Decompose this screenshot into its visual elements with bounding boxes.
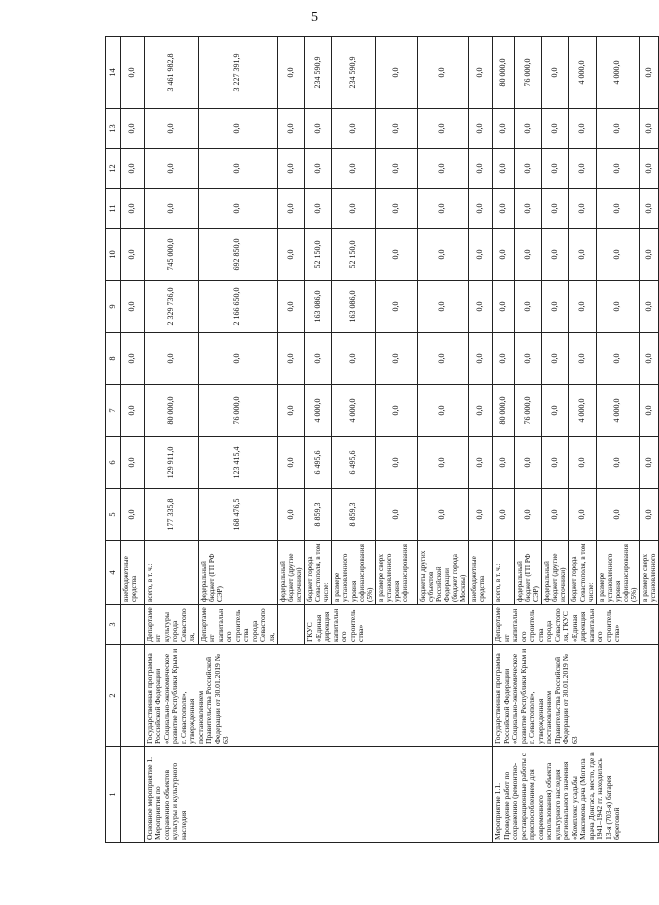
value-cell: 0,0 <box>469 437 493 489</box>
value-cell: 0,0 <box>596 229 639 281</box>
value-cell: 80 000,0 <box>493 37 515 109</box>
header-cell: 11 <box>106 189 121 229</box>
header-cell: 9 <box>106 281 121 333</box>
value-cell: 0,0 <box>596 333 639 385</box>
value-cell: 0,0 <box>639 385 658 437</box>
executor-cell: Департамент капитального строительства города Севастополя, <box>198 605 278 645</box>
funding-source-cell: бюджет города Севастополя, в том числе: <box>569 541 596 605</box>
value-cell: 4 000,0 <box>569 37 596 109</box>
value-cell: 0,0 <box>493 149 515 189</box>
value-cell: 0,0 <box>569 489 596 541</box>
funding-source-cell: в размере сверх установленного уровня софинансирования <box>375 541 417 605</box>
value-cell: 0,0 <box>639 437 658 489</box>
value-cell: 0,0 <box>375 281 417 333</box>
value-cell: 52 150,0 <box>305 229 332 281</box>
value-cell: 76 000,0 <box>515 37 542 109</box>
value-cell: 0,0 <box>417 281 468 333</box>
value-cell: 0,0 <box>469 149 493 189</box>
value-cell: 163 086,0 <box>332 281 375 333</box>
value-cell: 0,0 <box>596 109 639 149</box>
value-cell: 0,0 <box>469 333 493 385</box>
value-cell: 0,0 <box>120 37 144 109</box>
value-cell: 0,0 <box>542 37 569 109</box>
funding-source-cell: всего, в т. ч.: <box>144 541 198 605</box>
value-cell: 0,0 <box>639 333 658 385</box>
value-cell: 0,0 <box>375 229 417 281</box>
header-cell: 8 <box>106 333 121 385</box>
value-cell: 6 495,6 <box>305 437 332 489</box>
value-cell: 4 000,0 <box>596 385 639 437</box>
value-cell: 0,0 <box>515 437 542 489</box>
value-cell: 3 461 982,8 <box>144 37 198 109</box>
value-cell: 0,0 <box>596 189 639 229</box>
value-cell: 0,0 <box>542 489 569 541</box>
table-row <box>493 37 515 843</box>
value-cell: 0,0 <box>375 189 417 229</box>
prev-activity-cell <box>120 747 144 843</box>
value-cell: 0,0 <box>542 385 569 437</box>
value-cell: 0,0 <box>144 189 198 229</box>
value-cell: 0,0 <box>569 281 596 333</box>
value-cell: 0,0 <box>515 489 542 541</box>
executor-cell: Департамент культуры города Севастополя, <box>144 605 198 645</box>
value-cell: 0,0 <box>542 109 569 149</box>
value-cell: 0,0 <box>417 385 468 437</box>
value-cell: 0,0 <box>639 109 658 149</box>
value-cell: 0,0 <box>120 333 144 385</box>
value-cell: 0,0 <box>569 109 596 149</box>
header-cell: 2 <box>106 645 121 747</box>
value-cell: 0,0 <box>639 37 658 109</box>
header-cell: 4 <box>106 541 121 605</box>
funding-source-cell: федеральный бюджет (другие источники) <box>278 541 305 605</box>
value-cell: 0,0 <box>596 149 639 189</box>
value-cell: 0,0 <box>375 489 417 541</box>
value-cell: 0,0 <box>144 333 198 385</box>
executor-cell: ГКУС «Единая дирекция капитального строительства» <box>305 605 493 645</box>
budget-table <box>105 36 659 843</box>
value-cell: 129 911,0 <box>144 437 198 489</box>
funding-source-cell: всего, в т. ч.: <box>493 541 515 605</box>
value-cell: 0,0 <box>120 229 144 281</box>
value-cell: 4 000,0 <box>569 385 596 437</box>
value-cell: 76 000,0 <box>515 385 542 437</box>
value-cell: 692 850,0 <box>198 229 278 281</box>
value-cell: 0,0 <box>332 333 375 385</box>
value-cell: 0,0 <box>493 489 515 541</box>
value-cell: 0,0 <box>515 281 542 333</box>
value-cell: 0,0 <box>278 109 305 149</box>
value-cell: 0,0 <box>120 189 144 229</box>
value-cell: 0,0 <box>493 281 515 333</box>
value-cell: 0,0 <box>120 149 144 189</box>
table-row <box>120 37 144 843</box>
program-name-cell: Государственная программа Российской Федерации «Социально-экономическое развитие Республики Крым и г. Севастополя», утвержденная постановлением Правительства Российской Федерации от 30.01.2019 № 63 <box>493 645 659 747</box>
value-cell: 0,0 <box>515 229 542 281</box>
header-cell: 10 <box>106 229 121 281</box>
value-cell: 177 335,8 <box>144 489 198 541</box>
value-cell: 0,0 <box>417 149 468 189</box>
value-cell: 0,0 <box>542 189 569 229</box>
value-cell: 0,0 <box>120 385 144 437</box>
value-cell: 0,0 <box>542 333 569 385</box>
header-cell: 12 <box>106 149 121 189</box>
value-cell: 4 000,0 <box>332 385 375 437</box>
value-cell: 0,0 <box>569 189 596 229</box>
value-cell: 8 859,3 <box>305 489 332 541</box>
value-cell: 0,0 <box>375 437 417 489</box>
value-cell: 0,0 <box>515 189 542 229</box>
value-cell: 0,0 <box>469 229 493 281</box>
value-cell: 0,0 <box>493 189 515 229</box>
value-cell: 0,0 <box>417 229 468 281</box>
value-cell: 0,0 <box>375 149 417 189</box>
value-cell: 76 000,0 <box>198 385 278 437</box>
prev-executor-cell <box>120 605 144 645</box>
executor-cell-empty <box>278 605 305 645</box>
value-cell: 80 000,0 <box>144 385 198 437</box>
executor-cell: Департамент капитального строительства города Севастополя, ГКУС «Единая дирекция капитального строительства» <box>493 605 659 645</box>
value-cell: 0,0 <box>493 109 515 149</box>
value-cell: 123 415,4 <box>198 437 278 489</box>
value-cell: 0,0 <box>515 333 542 385</box>
value-cell: 0,0 <box>120 109 144 149</box>
value-cell: 0,0 <box>278 281 305 333</box>
header-cell: 14 <box>106 37 121 109</box>
value-cell: 0,0 <box>469 109 493 149</box>
value-cell: 3 227 391,9 <box>198 37 278 109</box>
value-cell: 0,0 <box>542 437 569 489</box>
value-cell: 0,0 <box>198 333 278 385</box>
value-cell: 0,0 <box>417 37 468 109</box>
activity-name-cell: Основное мероприятие 1. Мероприятия по сохранению объектов культуры и культурного наследия <box>144 747 493 843</box>
value-cell: 0,0 <box>144 149 198 189</box>
value-cell: 0,0 <box>120 281 144 333</box>
value-cell: 0,0 <box>493 437 515 489</box>
value-cell: 0,0 <box>469 385 493 437</box>
value-cell: 0,0 <box>417 333 468 385</box>
value-cell: 0,0 <box>120 437 144 489</box>
value-cell: 0,0 <box>278 189 305 229</box>
value-cell: 0,0 <box>542 281 569 333</box>
value-cell: 0,0 <box>332 109 375 149</box>
value-cell: 0,0 <box>542 149 569 189</box>
value-cell: 0,0 <box>278 385 305 437</box>
value-cell: 0,0 <box>596 437 639 489</box>
value-cell: 0,0 <box>375 333 417 385</box>
value-cell: 0,0 <box>596 489 639 541</box>
funding-source-cell: федеральный бюджет (другие источники) <box>542 541 569 605</box>
value-cell: 0,0 <box>469 189 493 229</box>
value-cell: 0,0 <box>144 109 198 149</box>
rotated-budget-table <box>105 37 658 843</box>
value-cell: 0,0 <box>278 333 305 385</box>
value-cell: 6 495,6 <box>332 437 375 489</box>
funding-source-cell: федеральный бюджет (ГП РФ СЭР) <box>198 541 278 605</box>
funding-source-cell: в размере сверх установленного <box>639 541 658 605</box>
value-cell: 0,0 <box>305 189 332 229</box>
funding-source-cell: в размере установленного уровня софинансирования (5%) <box>332 541 375 605</box>
value-cell: 0,0 <box>469 37 493 109</box>
value-cell: 0,0 <box>278 149 305 189</box>
value-cell: 0,0 <box>120 489 144 541</box>
table-row <box>144 37 198 843</box>
program-name-cell: Государственная программа Российской Федерации «Социально-экономическое развитие Республики Крым и г. Севастополя», утвержденная постановлением Правительства Российской Федерации от 30.01.2019 № 63 <box>144 645 493 747</box>
value-cell: 0,0 <box>639 281 658 333</box>
value-cell: 0,0 <box>639 189 658 229</box>
value-cell: 0,0 <box>375 37 417 109</box>
value-cell: 2 166 650,0 <box>198 281 278 333</box>
value-cell: 4 000,0 <box>596 37 639 109</box>
value-cell: 0,0 <box>305 109 332 149</box>
header-cell: 5 <box>106 489 121 541</box>
value-cell: 0,0 <box>278 229 305 281</box>
value-cell: 0,0 <box>198 149 278 189</box>
value-cell: 0,0 <box>332 149 375 189</box>
funding-source-cell: внебюджетные средства <box>469 541 493 605</box>
header-cell: 7 <box>106 385 121 437</box>
value-cell: 0,0 <box>515 149 542 189</box>
prev-program-cell <box>120 645 144 747</box>
value-cell: 0,0 <box>569 229 596 281</box>
value-cell: 0,0 <box>469 281 493 333</box>
value-cell: 0,0 <box>542 229 569 281</box>
value-cell: 0,0 <box>332 189 375 229</box>
value-cell: 0,0 <box>375 109 417 149</box>
value-cell: 0,0 <box>569 333 596 385</box>
value-cell: 0,0 <box>639 229 658 281</box>
funding-source-cell: бюджеты других субъектов Российской Федерации (бюджет города Москвы) <box>417 541 468 605</box>
value-cell: 0,0 <box>278 489 305 541</box>
value-cell: 80 000,0 <box>493 385 515 437</box>
value-cell: 0,0 <box>198 189 278 229</box>
value-cell: 0,0 <box>569 149 596 189</box>
value-cell: 234 590,9 <box>332 37 375 109</box>
funding-source-cell: в размере установленного уровня софинансирования (5%) <box>596 541 639 605</box>
header-cell: 6 <box>106 437 121 489</box>
value-cell: 8 859,3 <box>332 489 375 541</box>
header-row <box>106 37 121 843</box>
value-cell: 0,0 <box>305 333 332 385</box>
funding-source-cell: федеральный бюджет (ГП РФ СЭР) <box>515 541 542 605</box>
value-cell: 168 476,5 <box>198 489 278 541</box>
value-cell: 0,0 <box>639 489 658 541</box>
header-cell: 3 <box>106 605 121 645</box>
value-cell: 234 590,9 <box>305 37 332 109</box>
value-cell: 0,0 <box>417 189 468 229</box>
value-cell: 0,0 <box>417 437 468 489</box>
funding-source-cell: бюджет города Севастополя, в том числе: <box>305 541 332 605</box>
value-cell: 0,0 <box>278 37 305 109</box>
value-cell: 0,0 <box>469 489 493 541</box>
header-cell: 1 <box>106 747 121 843</box>
value-cell: 163 086,0 <box>305 281 332 333</box>
value-cell: 0,0 <box>569 437 596 489</box>
value-cell: 745 000,0 <box>144 229 198 281</box>
value-cell: 52 150,0 <box>332 229 375 281</box>
value-cell: 0,0 <box>417 109 468 149</box>
value-cell: 0,0 <box>278 437 305 489</box>
funding-source-cell: внебюджетные средства <box>120 541 144 605</box>
value-cell: 2 329 736,0 <box>144 281 198 333</box>
value-cell: 0,0 <box>596 281 639 333</box>
header-cell: 13 <box>106 109 121 149</box>
value-cell: 0,0 <box>417 489 468 541</box>
value-cell: 0,0 <box>493 333 515 385</box>
value-cell: 0,0 <box>375 385 417 437</box>
activity-name-cell: Мероприятие 1.1. Проведение работ по сохранению (ремонтно-реставрационные работы с приспособлением для современного использования) объекта культурного наследия регионального значения «Комплекс усадьбы Максимова дача (Могила врача Донгаса, место, где в 1941–1942 гг. находилась 13-я (703-я) батарея береговой <box>493 747 659 843</box>
value-cell: 0,0 <box>493 229 515 281</box>
value-cell: 4 000,0 <box>305 385 332 437</box>
value-cell: 0,0 <box>198 109 278 149</box>
value-cell: 0,0 <box>639 149 658 189</box>
page-number: 5 <box>311 10 318 25</box>
value-cell: 0,0 <box>515 109 542 149</box>
value-cell: 0,0 <box>305 149 332 189</box>
